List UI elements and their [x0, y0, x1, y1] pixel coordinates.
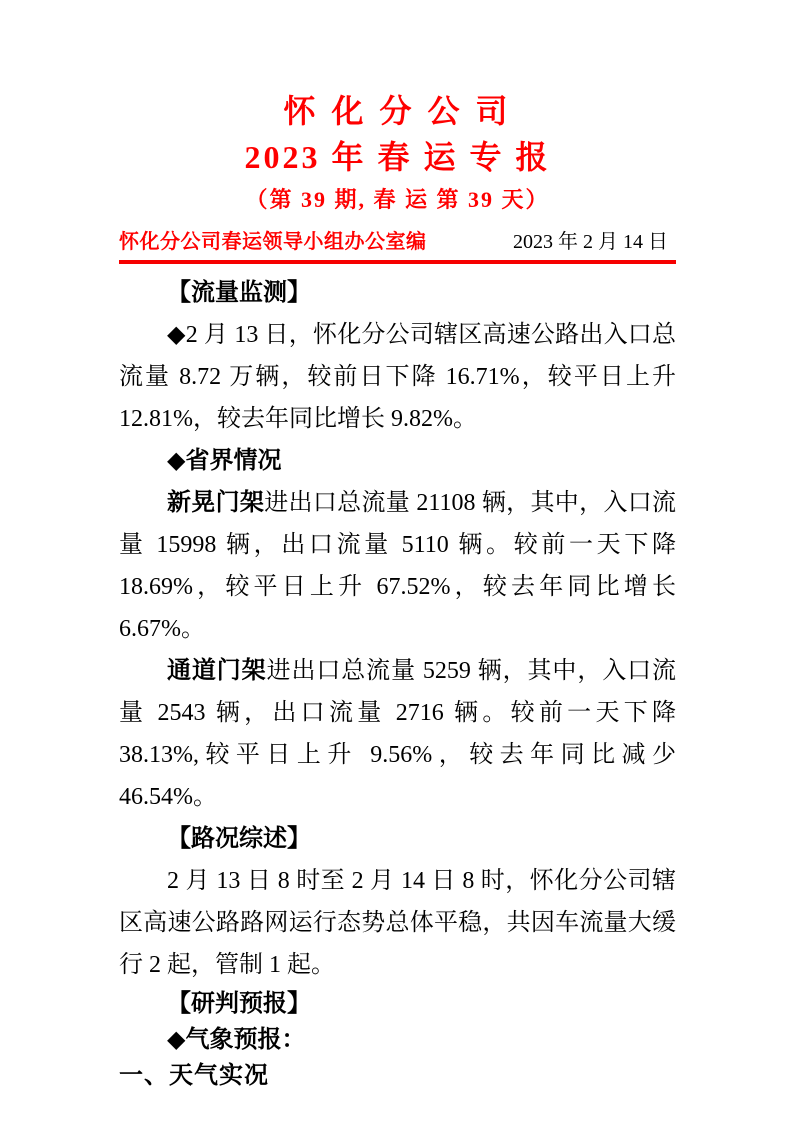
doc-title-line2: 2023 年 春 运 专 报: [244, 139, 551, 175]
paragraph-road-summary: 2 月 13 日 8 时至 2 月 14 日 8 时，怀化分公司辖区高速公路路网运行态势总体平稳，共因车流量大缓行 2 起，管制 1 起。: [119, 868, 676, 978]
tongdao-gantry-label: 通道门架: [167, 658, 267, 684]
heading-weather-actual: 一、天气实况: [119, 1063, 269, 1089]
xinhuang-gantry-label: 新晃门架: [167, 490, 265, 516]
section-heading-forecast: 【研判预报】: [167, 991, 311, 1017]
diamond-bullet-icon: ◆: [167, 1027, 186, 1053]
red-divider-rule: [119, 260, 676, 264]
subsection-label-weather-forecast: 气象预报：: [185, 1027, 306, 1053]
diamond-bullet-icon: ◆: [167, 448, 186, 474]
xinhuang-gantry-text: 进出口总流量 21108 辆，其中，入口流量 15998 辆，出口流量 5110 辆。较前一天下降 18.69%，较平日上升 67.52%，较去年同比增长 6.67%。: [119, 490, 677, 642]
paragraph-xinhuang-gantry: [119, 482, 676, 650]
doc-meta-row: [119, 229, 676, 255]
doc-title-line1: 怀 化 分 公 司: [283, 93, 512, 129]
subsection-heading-weather-forecast: [119, 1022, 676, 1058]
doc-date: 2023 年 2 月 14 日: [513, 231, 668, 253]
subsection-heading-province-border: [119, 440, 676, 482]
doc-issue-info: （第 39 期, 春 运 第 39 天）: [245, 187, 550, 212]
subsection-label-province-border: 省界情况: [185, 448, 282, 474]
doc-body: [119, 272, 676, 1094]
paragraph-tongdao-gantry: [119, 650, 676, 818]
section-heading-traffic-monitor: 【流量监测】: [167, 280, 311, 306]
section-heading-road-summary: 【路况综述】: [167, 826, 311, 852]
editor-label: 怀化分公司春运领导小组办公室编: [119, 231, 427, 253]
tongdao-gantry-text: 进出口总流量 5259 辆，其中，入口流量 2543 辆，出口流量 2716 辆。较前一天下降 38.13%,较平日上升 9.56%，较去年同比减少 46.54%。: [119, 658, 677, 810]
diamond-bullet-icon: ◆: [167, 322, 186, 348]
paragraph-total-flow: [119, 314, 676, 440]
paragraph-total-flow-text: 2 月 13 日，怀化分公司辖区高速公路出入口总流量 8.72 万辆，较前日下降 16.71%，较平日上升 12.81%，较去年同比增长 9.82%。: [119, 322, 677, 432]
